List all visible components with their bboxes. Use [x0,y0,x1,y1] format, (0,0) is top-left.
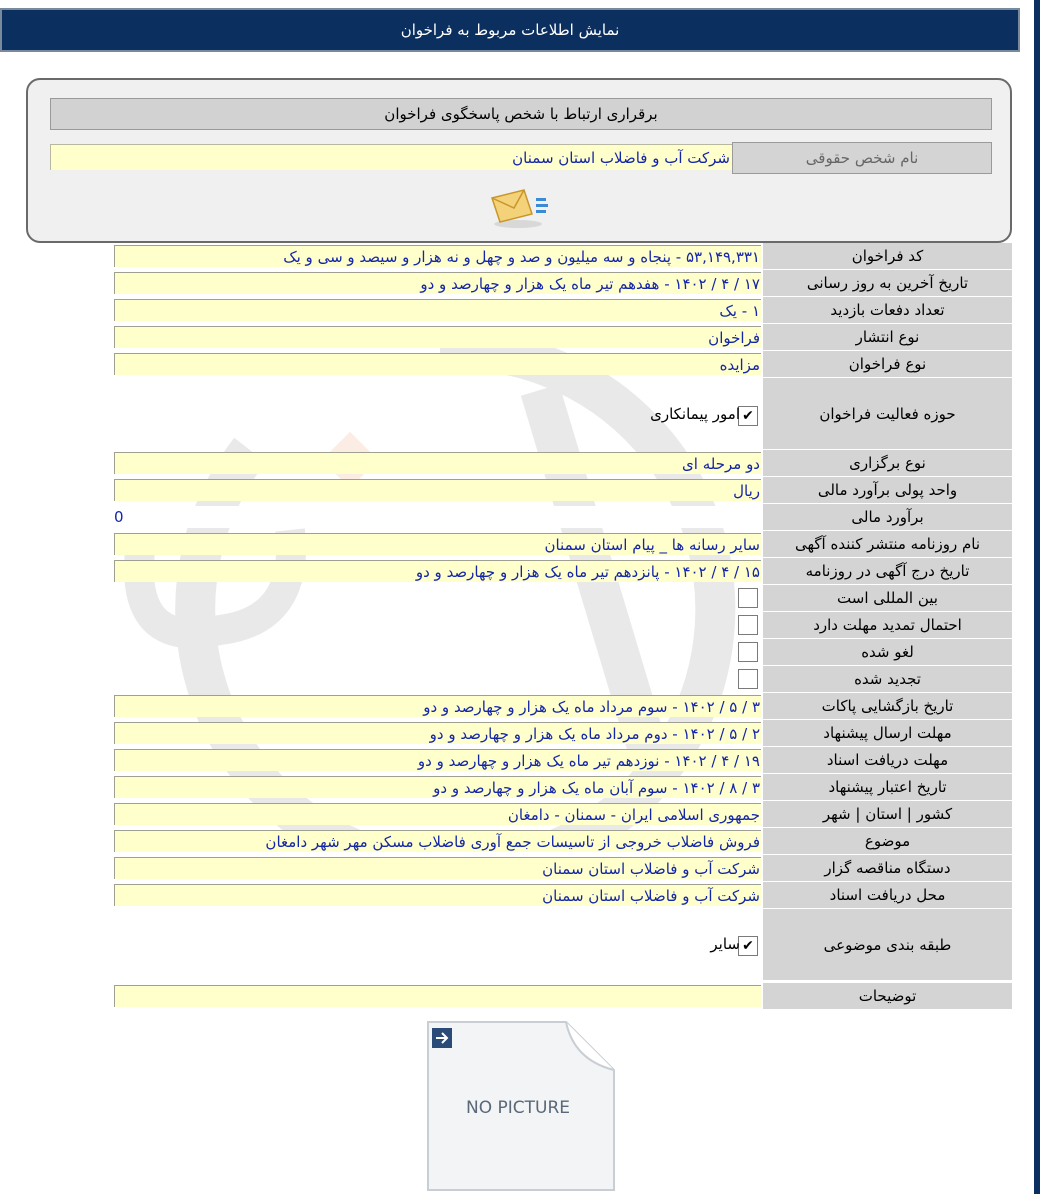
code-label: کد فراخوان [763,243,1012,270]
validity-label: تاریخ اعتبار پیشنهاد [763,774,1012,801]
contact-name-label: نام شخص حقوقی [732,142,992,174]
opening-date-label: تاریخ بازگشایی پاکات [763,693,1012,720]
subject-value: فروش فاضلاب خروجی از تاسیسات جمع آوری فاضلاب مسکن مهر شهر دامغان [114,830,761,852]
newspaper-value: سایر رسانه ها _ پیام استان سمنان [114,533,761,555]
page-header [0,8,1020,52]
row-submit-deadline [0,720,1040,747]
docs-deadline-value: ۱۹ / ۴ / ۱۴۰۲ - نوزدهم تیر ماه یک هزار و چهارصد و دو [114,749,761,771]
currency-label: واحد پولی برآورد مالی [763,477,1012,504]
code-value: ۵۳,۱۴۹,۳۳۱ - پنجاه و سه میلیون و صد و چهل و نه هزار و سیصد و سی و یک [114,245,761,267]
call-type-label: نوع فراخوان [763,351,1012,378]
location-label: کشور | استان | شهر [763,801,1012,828]
row-last-update [0,270,1040,297]
last-update-value: ۱۷ / ۴ / ۱۴۰۲ - هفدهم تیر ماه یک هزار و چهارصد و دو [114,272,761,294]
row-code [0,243,1040,270]
row-newspaper [0,531,1040,558]
activity-checkbox[interactable]: ✔ [738,406,758,426]
international-label: بین المللی است [763,585,1012,612]
row-category [0,909,1040,981]
submit-deadline-label: مهلت ارسال پیشنهاد [763,720,1012,747]
docs-deadline-label: مهلت دریافت اسناد [763,747,1012,774]
activity-label: حوزه فعالیت فراخوان [763,378,1012,450]
ad-date-label: تاریخ درج آگهی در روزنامه [763,558,1012,585]
row-currency [0,477,1040,504]
row-organizer [0,855,1040,882]
row-visits [0,297,1040,324]
docs-place-value: شرکت آب و فاضلاب استان سمنان [114,884,761,906]
renewed-label: تجدید شده [763,666,1012,693]
row-location [0,801,1040,828]
contact-panel [26,78,1012,243]
call-type-value: مزایده [114,353,761,375]
row-ad-date [0,558,1040,585]
organizer-label: دستگاه مناقصه گزار [763,855,1012,882]
row-opening-date [0,693,1040,720]
international-checkbox[interactable] [738,588,758,608]
publish-type-label: نوع انتشار [763,324,1012,351]
cancelled-checkbox[interactable] [738,642,758,662]
subject-label: موضوع [763,828,1012,855]
extension-checkbox[interactable] [738,615,758,635]
holding-type-label: نوع برگزاری [763,450,1012,477]
row-publish-type [0,324,1040,351]
row-subject [0,828,1040,855]
row-international [0,585,1040,612]
estimate-value: 0 [114,506,761,528]
newspaper-label: نام روزنامه منتشر کننده آگهی [763,531,1012,558]
renewed-checkbox[interactable] [738,669,758,689]
description-label: توضیحات [763,983,1012,1010]
cancelled-label: لغو شده [763,639,1012,666]
activity-option: امور پیمانکاری [650,405,740,423]
visits-value: ۱ - یک [114,299,761,321]
category-checkbox[interactable]: ✔ [738,936,758,956]
row-docs-deadline [0,747,1040,774]
contact-panel-title: برقراری ارتباط با شخص پاسخگوی فراخوان [50,98,992,130]
organizer-value: شرکت آب و فاضلاب استان سمنان [114,857,761,879]
row-estimate [0,504,1040,531]
row-renewed [0,666,1040,693]
category-label: طبقه بندی موضوعی [763,909,1012,981]
estimate-label: برآورد مالی [763,504,1012,531]
row-docs-place [0,882,1040,909]
row-extension [0,612,1040,639]
location-value: جمهوری اسلامی ایران - سمنان - دامغان [114,803,761,825]
docs-place-label: محل دریافت اسناد [763,882,1012,909]
page-title: نمایش اطلاعات مربوط به فراخوان [400,21,620,39]
currency-value: ریال [114,479,761,501]
row-call-type [0,351,1040,378]
holding-type-value: دو مرحله ای [114,452,761,474]
extension-label: احتمال تمدید مهلت دارد [763,612,1012,639]
row-description [0,983,1040,1010]
no-picture-text: NO PICTURE [465,1098,571,1118]
row-holding-type [0,450,1040,477]
opening-date-value: ۳ / ۵ / ۱۴۰۲ - سوم مرداد ماه یک هزار و چهارصد و دو [114,695,761,717]
mail-icon[interactable] [488,186,554,230]
category-option: سایر [710,935,740,953]
row-validity [0,774,1040,801]
visits-label: تعداد دفعات بازدید [763,297,1012,324]
no-picture-image [426,1020,616,1192]
ad-date-value: ۱۵ / ۴ / ۱۴۰۲ - پانزدهم تیر ماه یک هزار و چهارصد و دو [114,560,761,582]
row-cancelled [0,639,1040,666]
submit-deadline-value: ۲ / ۵ / ۱۴۰۲ - دوم مرداد ماه یک هزار و چهارصد و دو [114,722,761,744]
description-value [114,985,761,1007]
validity-value: ۳ / ۸ / ۱۴۰۲ - سوم آبان ماه یک هزار و چهارصد و دو [114,776,761,798]
contact-name-value: شرکت آب و فاضلاب استان سمنان [50,144,732,170]
row-activity [0,378,1040,450]
last-update-label: تاریخ آخرین به روز رسانی [763,270,1012,297]
publish-type-value: فراخوان [114,326,761,348]
